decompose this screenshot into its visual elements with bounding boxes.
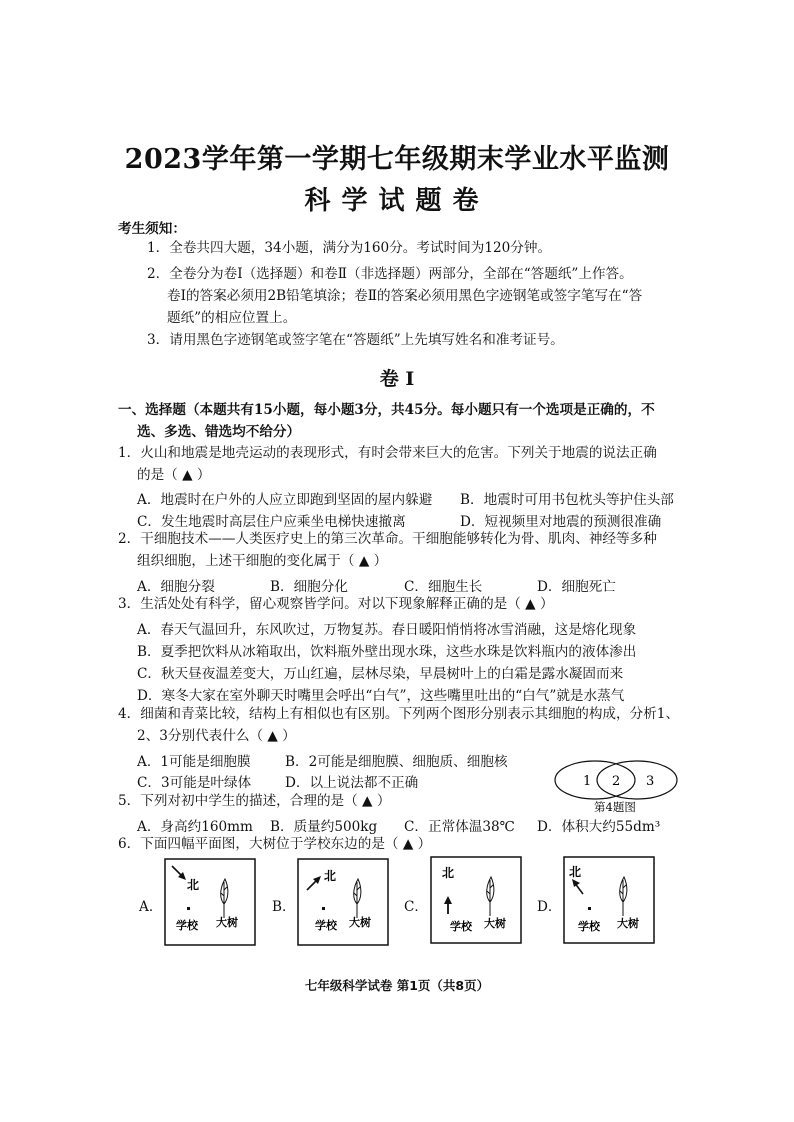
question-3-option-a: A．春天气温回升，东风吹过，万物复苏。春日暖阳悄悄将冰雪消融，这是熔化现象 [137,622,637,638]
school-dot [588,907,591,910]
question-6-option-b-letter: B． [272,899,296,915]
question-5-option-c: C．正常体温38℃ [404,819,515,835]
north-label: 北 [442,866,455,880]
figure-caption: 第4题图 [594,800,636,814]
question-2-option-b: B．细胞分化 [270,579,348,595]
question-6-option-a-letter: A． [139,899,163,915]
question-5-option-d: D．体积大约55dm³ [537,819,661,835]
notice-item: 1．全卷共四大题，34小题，满分为160分。考试时间为120分钟。 [147,240,552,256]
question-4-option-a: A．1可能是细胞膜 [137,754,251,770]
page-subtitle: 科学试题卷 [304,186,490,216]
page-title: 2023学年第一学期七年级期末学业水平监测 [124,144,670,175]
question-1-option-d: D．短视频里对地震的预测很准确 [460,514,662,530]
section-heading: 一、选择题（本题共有15小题，每小题3分，共45分。每小题只有一个选项是正确的，不 [118,402,655,418]
question-6-option-d-letter: D． [537,899,562,915]
question-5-option-b: B．质量约500kg [270,819,378,835]
page-footer: 七年级科学试卷 第1页（共8页） [304,978,490,993]
north-label: 北 [187,878,200,892]
question-4-stem: 2、3分别代表什么（ ▲ ） [137,728,296,744]
venn-label-3: 3 [646,774,655,789]
question-1-option-b: B．地震时可用书包枕头等护住头部 [460,492,674,508]
notice-heading: 考生须知： [118,221,186,237]
school-label: 学校 [578,920,600,933]
north-label: 北 [569,865,582,879]
map-option-a [164,858,256,946]
map-option-b [297,858,389,946]
volume-heading: 卷 Ⅰ [379,368,415,390]
question-3-option-c: C．秋天昼夜温差变大，万山红遍，层林尽染，早晨树叶上的白霜是露水凝固而来 [137,666,624,682]
notice-item: 卷Ⅰ的答案必须用2B铅笔填涂；卷Ⅱ的答案必须用黑色字迹钢笔或签字笔写在“答 [167,288,643,304]
tree-label: 大树 [617,917,639,930]
question-4-option-c: C．3可能是叶绿体 [137,775,252,791]
question-5-stem: 5．下列对初中学生的描述，合理的是（ ▲ ） [118,793,391,809]
venn-label-2: 2 [612,774,621,789]
school-dot [322,907,325,910]
question-2-stem: 2．干细胞技术——人类医疗史上的第三次革命。干细胞能够转化为骨、肌肉、神经等多种 [118,531,657,547]
question-5-option-a: A．身高约160mm [137,819,253,835]
question-4-stem: 4．细菌和青菜比较，结构上有相似也有区别。下列两个图形分别表示其细胞的构成，分析1、 [118,706,680,722]
question-2-stem: 组织细胞，上述干细胞的变化属于（ ▲ ） [137,553,388,569]
north-label: 北 [324,869,337,883]
map-option-c [430,856,522,944]
question-6-stem: 6．下面四幅平面图，大树位于学校东边的是（ ▲ ） [118,836,432,852]
question-1-stem: 1．火山和地震是地壳运动的表现形式，有时会带来巨大的危害。下列关于地震的说法正确 [118,445,657,461]
question-3-option-d: D．寒冬大家在室外聊天时嘴里会呼出“白气”，这些嘴里吐出的“白气”就是水蒸气 [137,688,625,704]
map-option-d [563,856,655,944]
school-label: 学校 [176,919,198,932]
question-4-option-b: B．2可能是细胞膜、细胞质、细胞核 [285,754,508,770]
section-heading: 选、多选、错选均不给分） [137,424,301,440]
notice-item: 2．全卷分为卷Ⅰ（选择题）和卷Ⅱ（非选择题）两部分，全部在“答题纸”上作答。 [147,266,633,282]
notice-item: 3．请用黑色字迹钢笔或签字笔在“答题纸”上先填写姓名和准考证号。 [147,332,564,348]
question-3-stem: 3．生活处处有科学，留心观察皆学问。对以下现象解释正确的是（ ▲ ） [118,596,554,612]
question-1-option-a: A．地震时在户外的人应立即跑到坚固的屋内躲避 [137,492,433,508]
question-3-option-b: B．夏季把饮料从冰箱取出，饮料瓶外壁出现水珠，这些水珠是饮料瓶内的液体渗出 [137,644,637,660]
question-2-option-a: A．细胞分裂 [137,579,215,595]
school-label: 学校 [450,920,472,933]
tree-label: 大树 [216,916,238,929]
tree-label: 大树 [484,917,506,930]
school-dot [187,907,190,910]
venn-diagram [553,759,683,817]
question-2-option-d: D．细胞死亡 [537,579,616,595]
question-2-option-c: C．细胞生长 [404,579,483,595]
notice-item: 题纸”的相应位置上。 [167,310,297,326]
school-label: 学校 [315,919,337,932]
question-4-option-d: D．以上说法都不正确 [285,775,419,791]
question-1-stem: 的是（ ▲ ） [137,467,211,483]
question-1-option-c: C．发生地震时高层住户应乘坐电梯快速撤离 [137,514,406,530]
tree-label: 大树 [349,916,371,929]
question-6-option-c-letter: C． [404,899,428,915]
venn-label-1: 1 [583,774,592,789]
